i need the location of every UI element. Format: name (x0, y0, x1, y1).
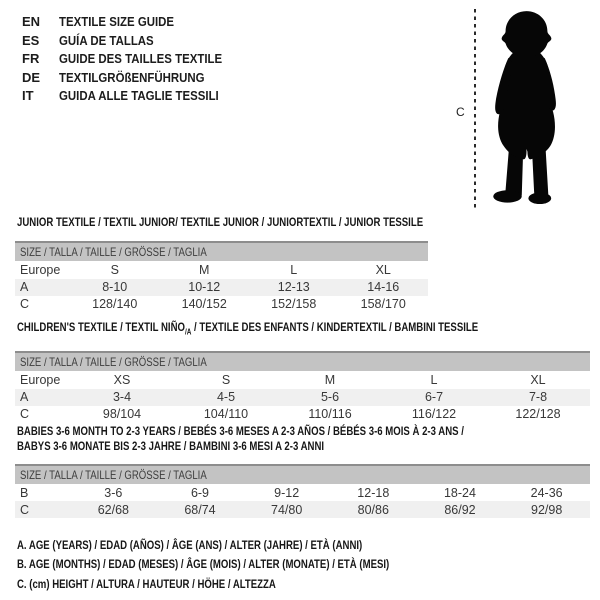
size-header-cell: SIZE / TALLA / TAILLE / GRÖSSE / TAGLIA (15, 352, 590, 371)
table-row (15, 484, 590, 501)
table-row (15, 261, 428, 279)
list-item (22, 50, 244, 69)
value-cell: 10-12 (160, 279, 250, 296)
value-cell: 128/140 (92, 297, 138, 311)
row-label-cell: B (20, 485, 29, 500)
size-cell: L (290, 262, 298, 277)
legend-line-c: C. (cm) HEIGHT / ALTURA / HAUTEUR / HÖHE / ALTEZZA (17, 576, 276, 591)
size-cell: S (221, 372, 231, 387)
value-cell: 80/86 (330, 501, 417, 518)
table-row (15, 389, 590, 406)
measurement-legend (17, 536, 482, 594)
size-cell: XL (375, 262, 391, 277)
toddler-silhouette-image (479, 9, 574, 209)
value-cell: 140/152 (181, 297, 227, 311)
language-title-list (22, 13, 244, 106)
value-cell: 104/110 (203, 407, 249, 422)
value-cell: 86/92 (417, 501, 504, 518)
row-label-cell: A (15, 279, 70, 296)
size-cell: M (324, 372, 336, 387)
language-title: GUIDE DES TAILLES TEXTILE (59, 51, 223, 67)
list-item (22, 32, 244, 51)
list-item (22, 13, 244, 32)
value-cell: 6-9 (190, 485, 210, 500)
size-cell: L (430, 372, 438, 387)
size-header-cell: SIZE / TALLA / TAILLE / GRÖSSE / TAGLIA (15, 242, 428, 261)
value-cell: 9-12 (274, 485, 300, 500)
value-cell: 12-18 (357, 485, 390, 500)
value-cell: 98/104 (102, 407, 142, 422)
value-cell: 158/170 (360, 297, 406, 311)
value-cell: 8-10 (70, 279, 160, 296)
children-section-title: CHILDREN'S TEXTILE / TEXTIL $NIÑO_{/A}$ / TEXTILE DES ENFANTS / KINDERTEXTIL / BAMBINI TESSILE (17, 320, 479, 337)
language-title: GUIDA ALLE TAGLIE TESSILI (59, 88, 219, 104)
table-row (15, 406, 590, 423)
size-cell: XS (113, 372, 131, 387)
table-header-row (15, 352, 590, 371)
value-cell: 18-24 (443, 485, 476, 500)
language-title: GUÍA DE TALLAS (59, 32, 154, 48)
value-cell: 7-8 (486, 389, 590, 406)
list-item (22, 69, 244, 88)
children-textile-section (15, 320, 593, 423)
row-label-cell: C (20, 297, 30, 311)
value-cell: 68/74 (157, 501, 244, 518)
value-cell: 3-6 (104, 485, 123, 500)
babies-size-table (15, 464, 590, 518)
value-cell: 152/158 (271, 297, 317, 311)
value-cell: 24-36 (530, 485, 563, 500)
junior-textile-section (15, 215, 525, 313)
language-code: DE (22, 69, 41, 85)
babies-textile-section (15, 424, 590, 518)
value-cell: 62/68 (70, 501, 157, 518)
language-title: TEXTILGRÖßENFÜHRUNG (59, 69, 205, 85)
table-row (15, 371, 590, 389)
language-code: IT (22, 88, 34, 104)
table-header-row (15, 242, 428, 261)
size-cell: XL (530, 372, 546, 387)
value-cell: 12-13 (249, 279, 339, 296)
title-subscript: /A (184, 327, 192, 337)
table-row (15, 296, 428, 313)
height-measure-label: C (456, 105, 465, 119)
language-code: ES (22, 32, 40, 48)
junior-size-table (15, 241, 428, 313)
junior-section-title: JUNIOR TEXTILE / TEXTIL JUNIOR/ TEXTILE JUNIOR / JUNIORTEXTIL / JUNIOR TESSILE (17, 215, 424, 229)
region-cell: Europe (20, 262, 61, 277)
value-cell: 74/80 (243, 501, 330, 518)
legend-line-b: B. AGE (MONTHS) / EDAD (MESES) / ÂGE (MOIS) / ALTER (MONATE) / ETÀ (MESI) (17, 557, 390, 572)
value-cell: 4-5 (174, 389, 278, 406)
height-measure-dashed-line (474, 9, 476, 209)
size-cell: M (199, 262, 210, 277)
value-cell: 3-4 (70, 389, 174, 406)
row-label-cell: C (20, 407, 30, 422)
value-cell: 110/116 (308, 407, 352, 422)
row-label-cell: C (15, 501, 70, 518)
value-cell: 92/98 (503, 501, 590, 518)
region-cell: Europe (20, 372, 61, 387)
value-cell: 122/128 (515, 407, 561, 422)
babies-section-title: BABIES 3-6 MONTH TO 2-3 YEARS / BEBÉS 3-6 MESES A 2-3 AÑOS / BÉBÉS 3-6 MOIS À 2-3 ANS / BABYS 3-6 MONATE BIS 2-3 JAHRE / BAMBINI 3-6 MESI A 2-3 ANNI (17, 424, 464, 453)
language-code: EN (22, 14, 41, 29)
value-cell: 5-6 (278, 389, 382, 406)
table-row (15, 279, 428, 296)
table-header-row (15, 465, 590, 484)
size-cell: S (110, 262, 119, 277)
size-header-cell: SIZE / TALLA / TAILLE / GRÖSSE / TAGLIA (15, 465, 590, 484)
list-item (22, 87, 244, 106)
value-cell: 116/122 (411, 407, 457, 422)
children-size-table (15, 351, 590, 423)
language-title: TEXTILE SIZE GUIDE (59, 14, 175, 29)
table-row (15, 501, 590, 518)
row-label-cell: A (15, 389, 70, 406)
language-code: FR (22, 51, 40, 67)
value-cell: 6-7 (382, 389, 486, 406)
legend-line-a: A. AGE (YEARS) / EDAD (AÑOS) / ÂGE (ANS) / ALTER (JAHRE) / ETÀ (ANNI) (17, 538, 363, 552)
value-cell: 14-16 (339, 279, 429, 296)
